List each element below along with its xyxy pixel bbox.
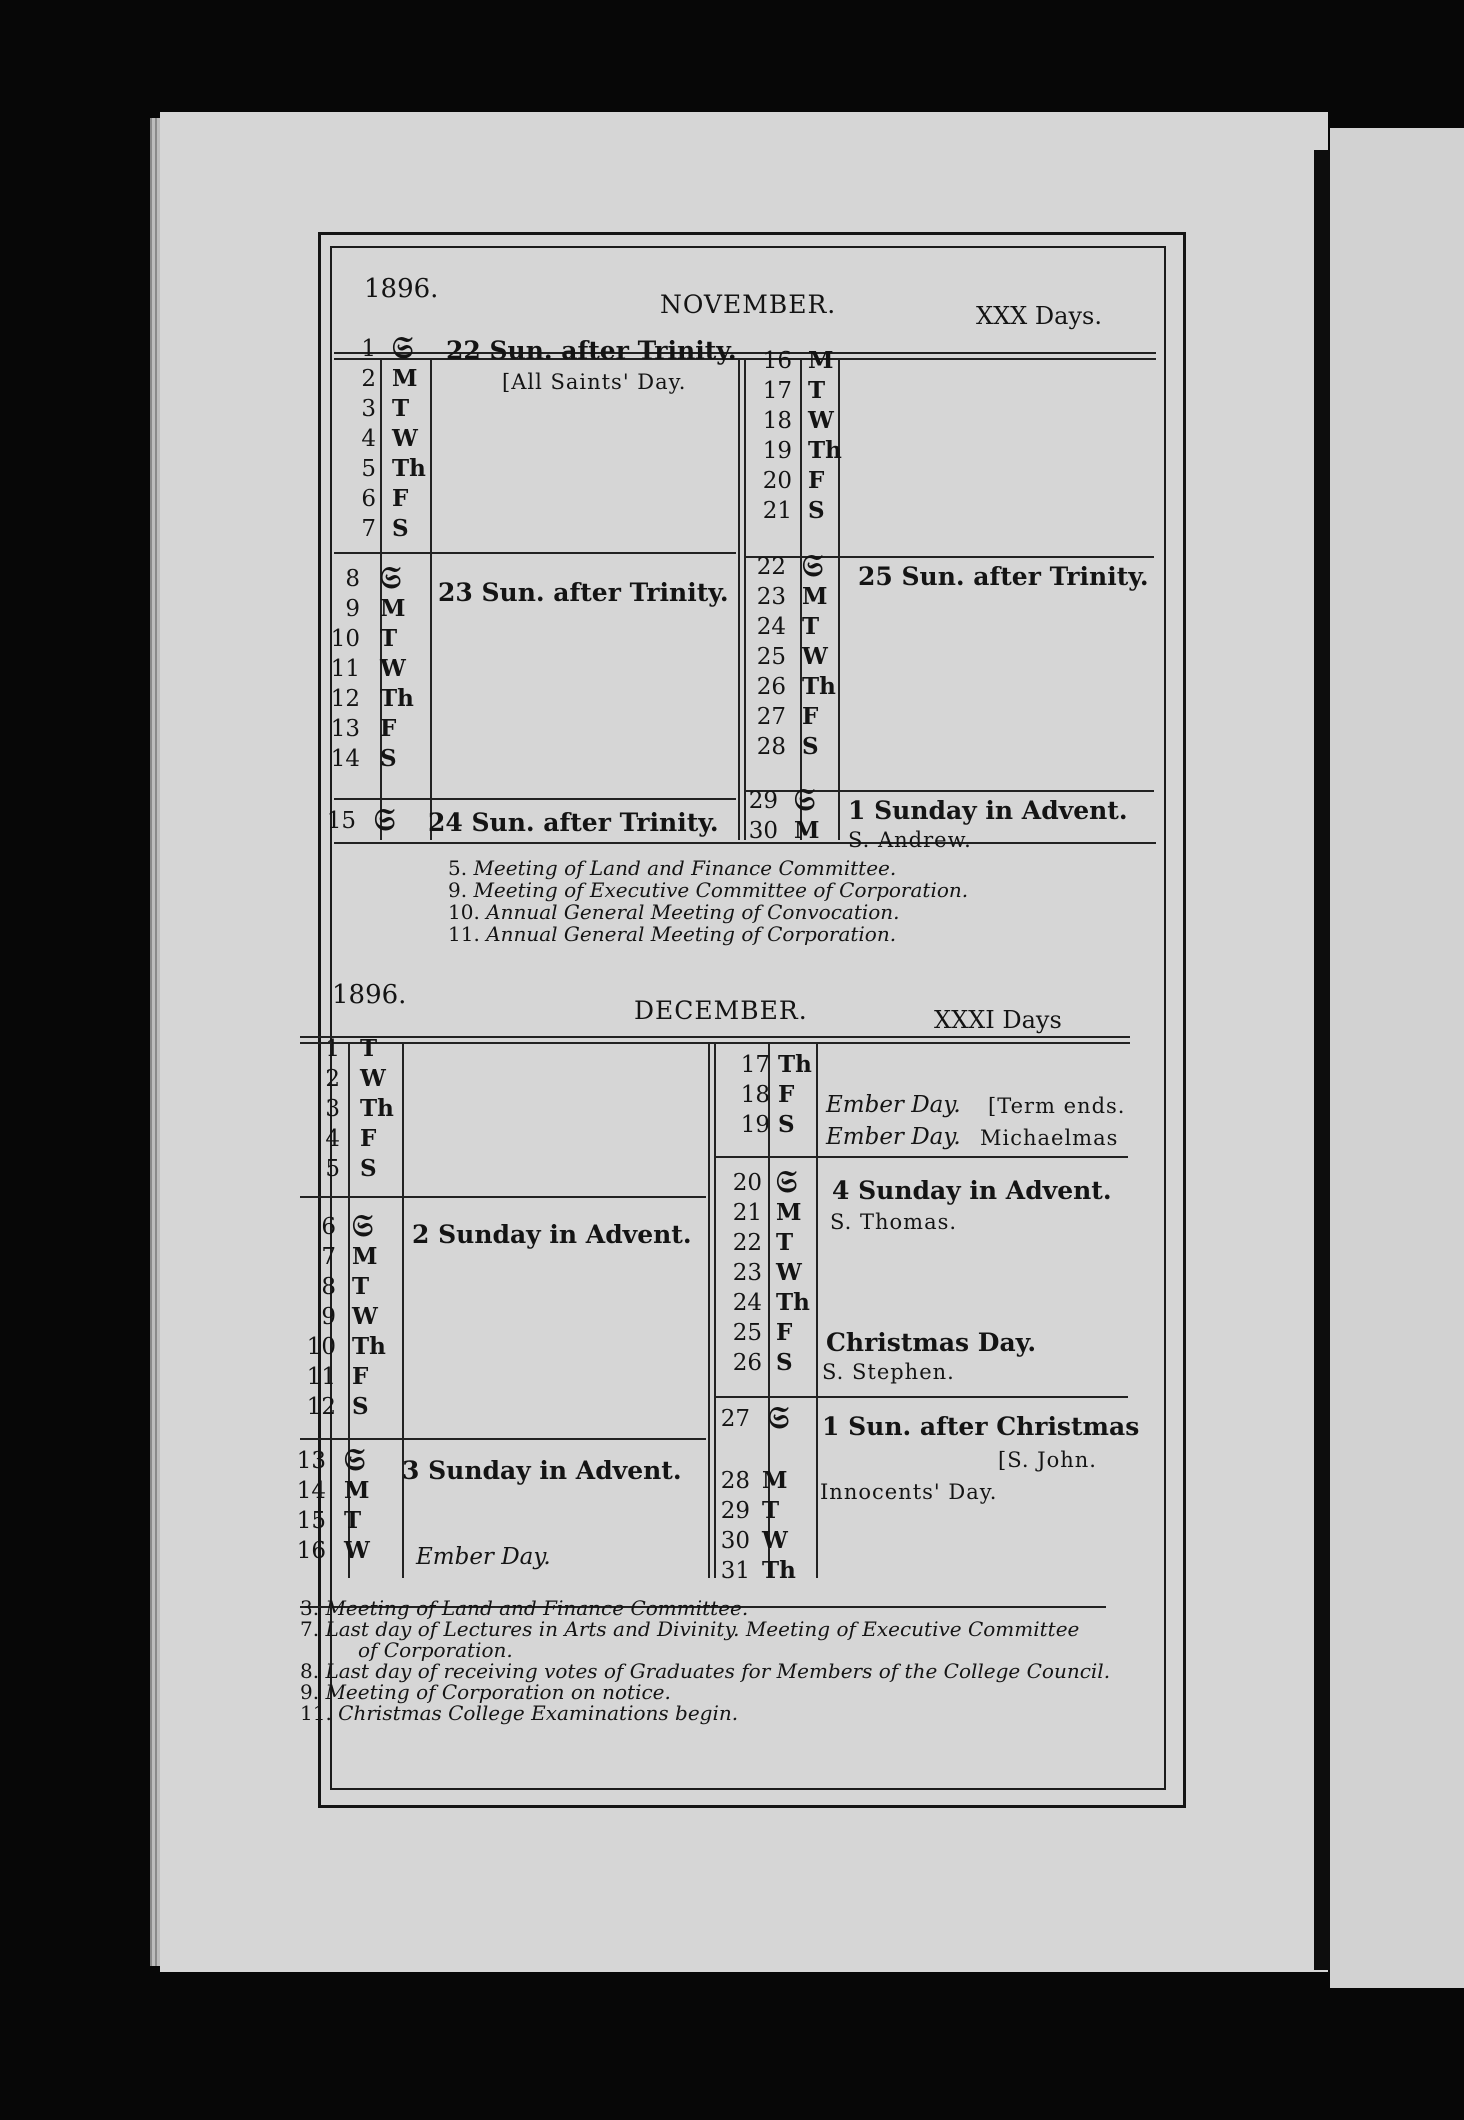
dec-d16-observance: Ember Day. bbox=[416, 1544, 551, 1570]
day-number: 13 bbox=[330, 716, 360, 742]
day-number: 21 bbox=[762, 498, 792, 524]
nov-d8-observance: 23 Sun. after Trinity. bbox=[438, 578, 729, 607]
dec-d19-term: Michaelmas bbox=[980, 1126, 1119, 1150]
dec-d20-observance: 4 Sunday in Advent. bbox=[832, 1176, 1112, 1205]
weekday-letter: W bbox=[380, 655, 406, 682]
sunday-letter: 𝔖 bbox=[802, 549, 824, 584]
weekday-letter: S bbox=[778, 1111, 795, 1138]
day-number: 17 bbox=[762, 378, 792, 404]
day-number: 11 bbox=[330, 656, 360, 682]
weekday-letter: T bbox=[352, 1273, 370, 1300]
sunday-letter: 𝔖 bbox=[768, 1401, 790, 1436]
memorandum-line: 10. Annual General Meeting of Convocation. bbox=[448, 900, 900, 924]
binding-gutter bbox=[1314, 150, 1330, 1970]
dec-week1-rule bbox=[300, 1196, 706, 1198]
weekday-letter: W bbox=[802, 643, 828, 670]
weekday-letter: T bbox=[776, 1229, 794, 1256]
weekday-letter: M bbox=[794, 817, 820, 844]
december-year: 1896. bbox=[332, 980, 407, 1010]
day-number: 23 bbox=[732, 1260, 762, 1286]
weekday-letter: Th bbox=[762, 1557, 796, 1584]
weekday-letter: M bbox=[776, 1199, 802, 1226]
day-number: 20 bbox=[762, 468, 792, 494]
day-number: 9 bbox=[321, 1304, 336, 1330]
nov-week2-rule bbox=[334, 798, 736, 800]
day-number: 29 bbox=[720, 1498, 750, 1524]
memorandum-line: of Corporation. bbox=[358, 1638, 513, 1662]
weekday-letter: F bbox=[360, 1125, 377, 1152]
weekday-letter: T bbox=[392, 395, 410, 422]
december-title: DECEMBER. bbox=[634, 996, 808, 1025]
weekday-letter: F bbox=[392, 485, 409, 512]
weekday-letter: T bbox=[802, 613, 820, 640]
nov-d22-observance: 25 Sun. after Trinity. bbox=[858, 562, 1149, 591]
day-number: 26 bbox=[756, 674, 786, 700]
dec-d27-observance: 1 Sun. after Christmas bbox=[822, 1412, 1140, 1441]
dec-left-day-rule bbox=[402, 1042, 404, 1578]
weekday-letter: M bbox=[762, 1467, 788, 1494]
day-number: 27 bbox=[756, 704, 786, 730]
nov-center-rule bbox=[738, 358, 740, 840]
weekday-letter: F bbox=[352, 1363, 369, 1390]
sunday-letter: 𝔖 bbox=[392, 331, 414, 366]
day-number: 2 bbox=[325, 1066, 340, 1092]
day-number: 29 bbox=[748, 788, 778, 814]
weekday-letter: W bbox=[808, 407, 834, 434]
day-number: 7 bbox=[321, 1244, 336, 1270]
december-days-label: XXXI Days bbox=[934, 1006, 1062, 1034]
dec-d21-feast: S. Thomas. bbox=[830, 1210, 958, 1234]
dec-d27-feast: [S. John. bbox=[998, 1448, 1097, 1472]
day-number: 14 bbox=[296, 1478, 326, 1504]
weekday-letter: Th bbox=[360, 1095, 394, 1122]
day-number: 15 bbox=[326, 808, 356, 834]
day-number: 20 bbox=[732, 1170, 762, 1196]
weekday-letter: M bbox=[344, 1477, 370, 1504]
day-number: 8 bbox=[321, 1274, 336, 1300]
facing-page bbox=[1330, 128, 1464, 1988]
dec-d13-observance: 3 Sunday in Advent. bbox=[402, 1456, 682, 1485]
december-header-rule bbox=[300, 1036, 1130, 1038]
weekday-letter: F bbox=[776, 1319, 793, 1346]
weekday-letter: Th bbox=[392, 455, 426, 482]
weekday-letter: S bbox=[808, 497, 825, 524]
sunday-letter: 𝔖 bbox=[352, 1209, 374, 1244]
memorandum-line: 5. Meeting of Land and Finance Committee. bbox=[448, 856, 897, 880]
november-year: 1896. bbox=[364, 274, 439, 304]
weekday-letter: W bbox=[360, 1065, 386, 1092]
memorandum-line: 11. Christmas College Examinations begin. bbox=[300, 1701, 739, 1725]
weekday-letter: W bbox=[776, 1259, 802, 1286]
memorandum-line: 7. Last day of Lectures in Arts and Divinity. Meeting of Executive Committee bbox=[300, 1617, 1080, 1641]
november-title: NOVEMBER. bbox=[660, 290, 837, 319]
weekday-letter: Th bbox=[808, 437, 842, 464]
dec-right-day-rule bbox=[816, 1042, 818, 1578]
day-number: 12 bbox=[306, 1394, 336, 1420]
weekday-letter: F bbox=[808, 467, 825, 494]
memorandum-line: 9. Meeting of Executive Committee of Corporation. bbox=[448, 878, 969, 902]
day-number: 22 bbox=[756, 554, 786, 580]
weekday-letter: W bbox=[762, 1527, 788, 1554]
day-number: 18 bbox=[762, 408, 792, 434]
nov-week1-rule bbox=[334, 552, 736, 554]
weekday-letter: S bbox=[776, 1349, 793, 1376]
day-number: 28 bbox=[720, 1468, 750, 1494]
day-number: 28 bbox=[756, 734, 786, 760]
nov-d30-feast: S. Andrew. bbox=[848, 828, 972, 852]
nov-d29-observance: 1 Sunday in Advent. bbox=[848, 796, 1128, 825]
nov-left-day-rule bbox=[430, 358, 432, 840]
weekday-letter: M bbox=[802, 583, 828, 610]
day-number: 30 bbox=[720, 1528, 750, 1554]
weekday-letter: F bbox=[380, 715, 397, 742]
weekday-letter: M bbox=[380, 595, 406, 622]
day-number: 13 bbox=[296, 1448, 326, 1474]
day-number: 2 bbox=[361, 366, 376, 392]
day-number: 9 bbox=[345, 596, 360, 622]
dec-d6-observance: 2 Sunday in Advent. bbox=[412, 1220, 692, 1249]
memorandum-line: 9. Meeting of Corporation on notice. bbox=[300, 1680, 671, 1704]
day-number: 16 bbox=[296, 1538, 326, 1564]
day-number: 3 bbox=[361, 396, 376, 422]
day-number: 24 bbox=[732, 1290, 762, 1316]
weekday-letter: Th bbox=[380, 685, 414, 712]
day-number: 23 bbox=[756, 584, 786, 610]
weekday-letter: Th bbox=[778, 1051, 812, 1078]
day-number: 4 bbox=[361, 426, 376, 452]
day-number: 30 bbox=[748, 818, 778, 844]
day-number: 18 bbox=[740, 1082, 770, 1108]
dec-d19-observance: Ember Day. bbox=[826, 1124, 961, 1150]
day-number: 21 bbox=[732, 1200, 762, 1226]
weekday-letter: W bbox=[344, 1537, 370, 1564]
weekday-letter: Th bbox=[352, 1333, 386, 1360]
day-number: 4 bbox=[325, 1126, 340, 1152]
dec-d28-feast: Innocents' Day. bbox=[820, 1480, 998, 1504]
sunday-letter: 𝔖 bbox=[794, 783, 816, 818]
day-number: 6 bbox=[361, 486, 376, 512]
weekday-letter: W bbox=[352, 1303, 378, 1330]
weekday-letter: T bbox=[360, 1035, 378, 1062]
day-number: 6 bbox=[321, 1214, 336, 1240]
weekday-letter: S bbox=[360, 1155, 377, 1182]
weekday-letter: M bbox=[352, 1243, 378, 1270]
nov-right-day-rule bbox=[838, 358, 840, 840]
dec-d26-feast: S. Stephen. bbox=[822, 1360, 955, 1384]
day-number: 22 bbox=[732, 1230, 762, 1256]
weekday-letter: W bbox=[392, 425, 418, 452]
day-number: 10 bbox=[330, 626, 360, 652]
day-number: 19 bbox=[740, 1112, 770, 1138]
dec-d18-observance: Ember Day. bbox=[826, 1092, 961, 1118]
dec-week2-rule bbox=[300, 1438, 706, 1440]
day-number: 1 bbox=[325, 1036, 340, 1062]
weekday-letter: M bbox=[392, 365, 418, 392]
dec-week4-rule bbox=[716, 1396, 1128, 1398]
sunday-letter: 𝔖 bbox=[344, 1443, 366, 1478]
weekday-letter: T bbox=[344, 1507, 362, 1534]
weekday-letter: S bbox=[380, 745, 397, 772]
day-number: 24 bbox=[756, 614, 786, 640]
dec-week3-rule bbox=[716, 1156, 1128, 1158]
day-number: 1 bbox=[361, 336, 376, 362]
weekday-letter: S bbox=[392, 515, 409, 542]
memorandum-line: 3. Meeting of Land and Finance Committee. bbox=[300, 1596, 749, 1620]
day-number: 27 bbox=[720, 1406, 750, 1432]
sunday-letter: 𝔖 bbox=[776, 1165, 798, 1200]
day-number: 8 bbox=[345, 566, 360, 592]
dec-d25-observance: Christmas Day. bbox=[826, 1328, 1037, 1357]
day-number: 25 bbox=[756, 644, 786, 670]
sunday-letter: 𝔖 bbox=[380, 561, 402, 596]
day-number: 25 bbox=[732, 1320, 762, 1346]
day-number: 12 bbox=[330, 686, 360, 712]
day-number: 3 bbox=[325, 1096, 340, 1122]
day-number: 5 bbox=[361, 456, 376, 482]
day-number: 15 bbox=[296, 1508, 326, 1534]
weekday-letter: S bbox=[802, 733, 819, 760]
weekday-letter: T bbox=[808, 377, 826, 404]
weekday-letter: T bbox=[380, 625, 398, 652]
weekday-letter: T bbox=[762, 1497, 780, 1524]
weekday-letter: M bbox=[808, 347, 834, 374]
sunday-letter: 𝔖 bbox=[374, 803, 396, 838]
weekday-letter: Th bbox=[802, 673, 836, 700]
day-number: 16 bbox=[762, 348, 792, 374]
nov-d1-observance: 22 Sun. after Trinity. bbox=[446, 336, 737, 365]
day-number: 7 bbox=[361, 516, 376, 542]
weekday-letter: Th bbox=[776, 1289, 810, 1316]
nov-d1-feast: [All Saints' Day. bbox=[502, 370, 687, 394]
dec-d18-term: [Term ends. bbox=[988, 1094, 1126, 1118]
weekday-letter: F bbox=[802, 703, 819, 730]
day-number: 26 bbox=[732, 1350, 762, 1376]
day-number: 17 bbox=[740, 1052, 770, 1078]
november-days-label: XXX Days. bbox=[976, 302, 1102, 330]
weekday-letter: F bbox=[778, 1081, 795, 1108]
weekday-letter: S bbox=[352, 1393, 369, 1420]
day-number: 31 bbox=[720, 1558, 750, 1584]
day-number: 10 bbox=[306, 1334, 336, 1360]
day-number: 19 bbox=[762, 438, 792, 464]
day-number: 14 bbox=[330, 746, 360, 772]
memorandum-line: 11. Annual General Meeting of Corporation. bbox=[448, 922, 897, 946]
day-number: 11 bbox=[306, 1364, 336, 1390]
nov-d15-observance: 24 Sun. after Trinity. bbox=[428, 808, 719, 837]
day-number: 5 bbox=[325, 1156, 340, 1182]
memorandum-line: 8. Last day of receiving votes of Graduates for Members of the College Council. bbox=[300, 1659, 1111, 1683]
